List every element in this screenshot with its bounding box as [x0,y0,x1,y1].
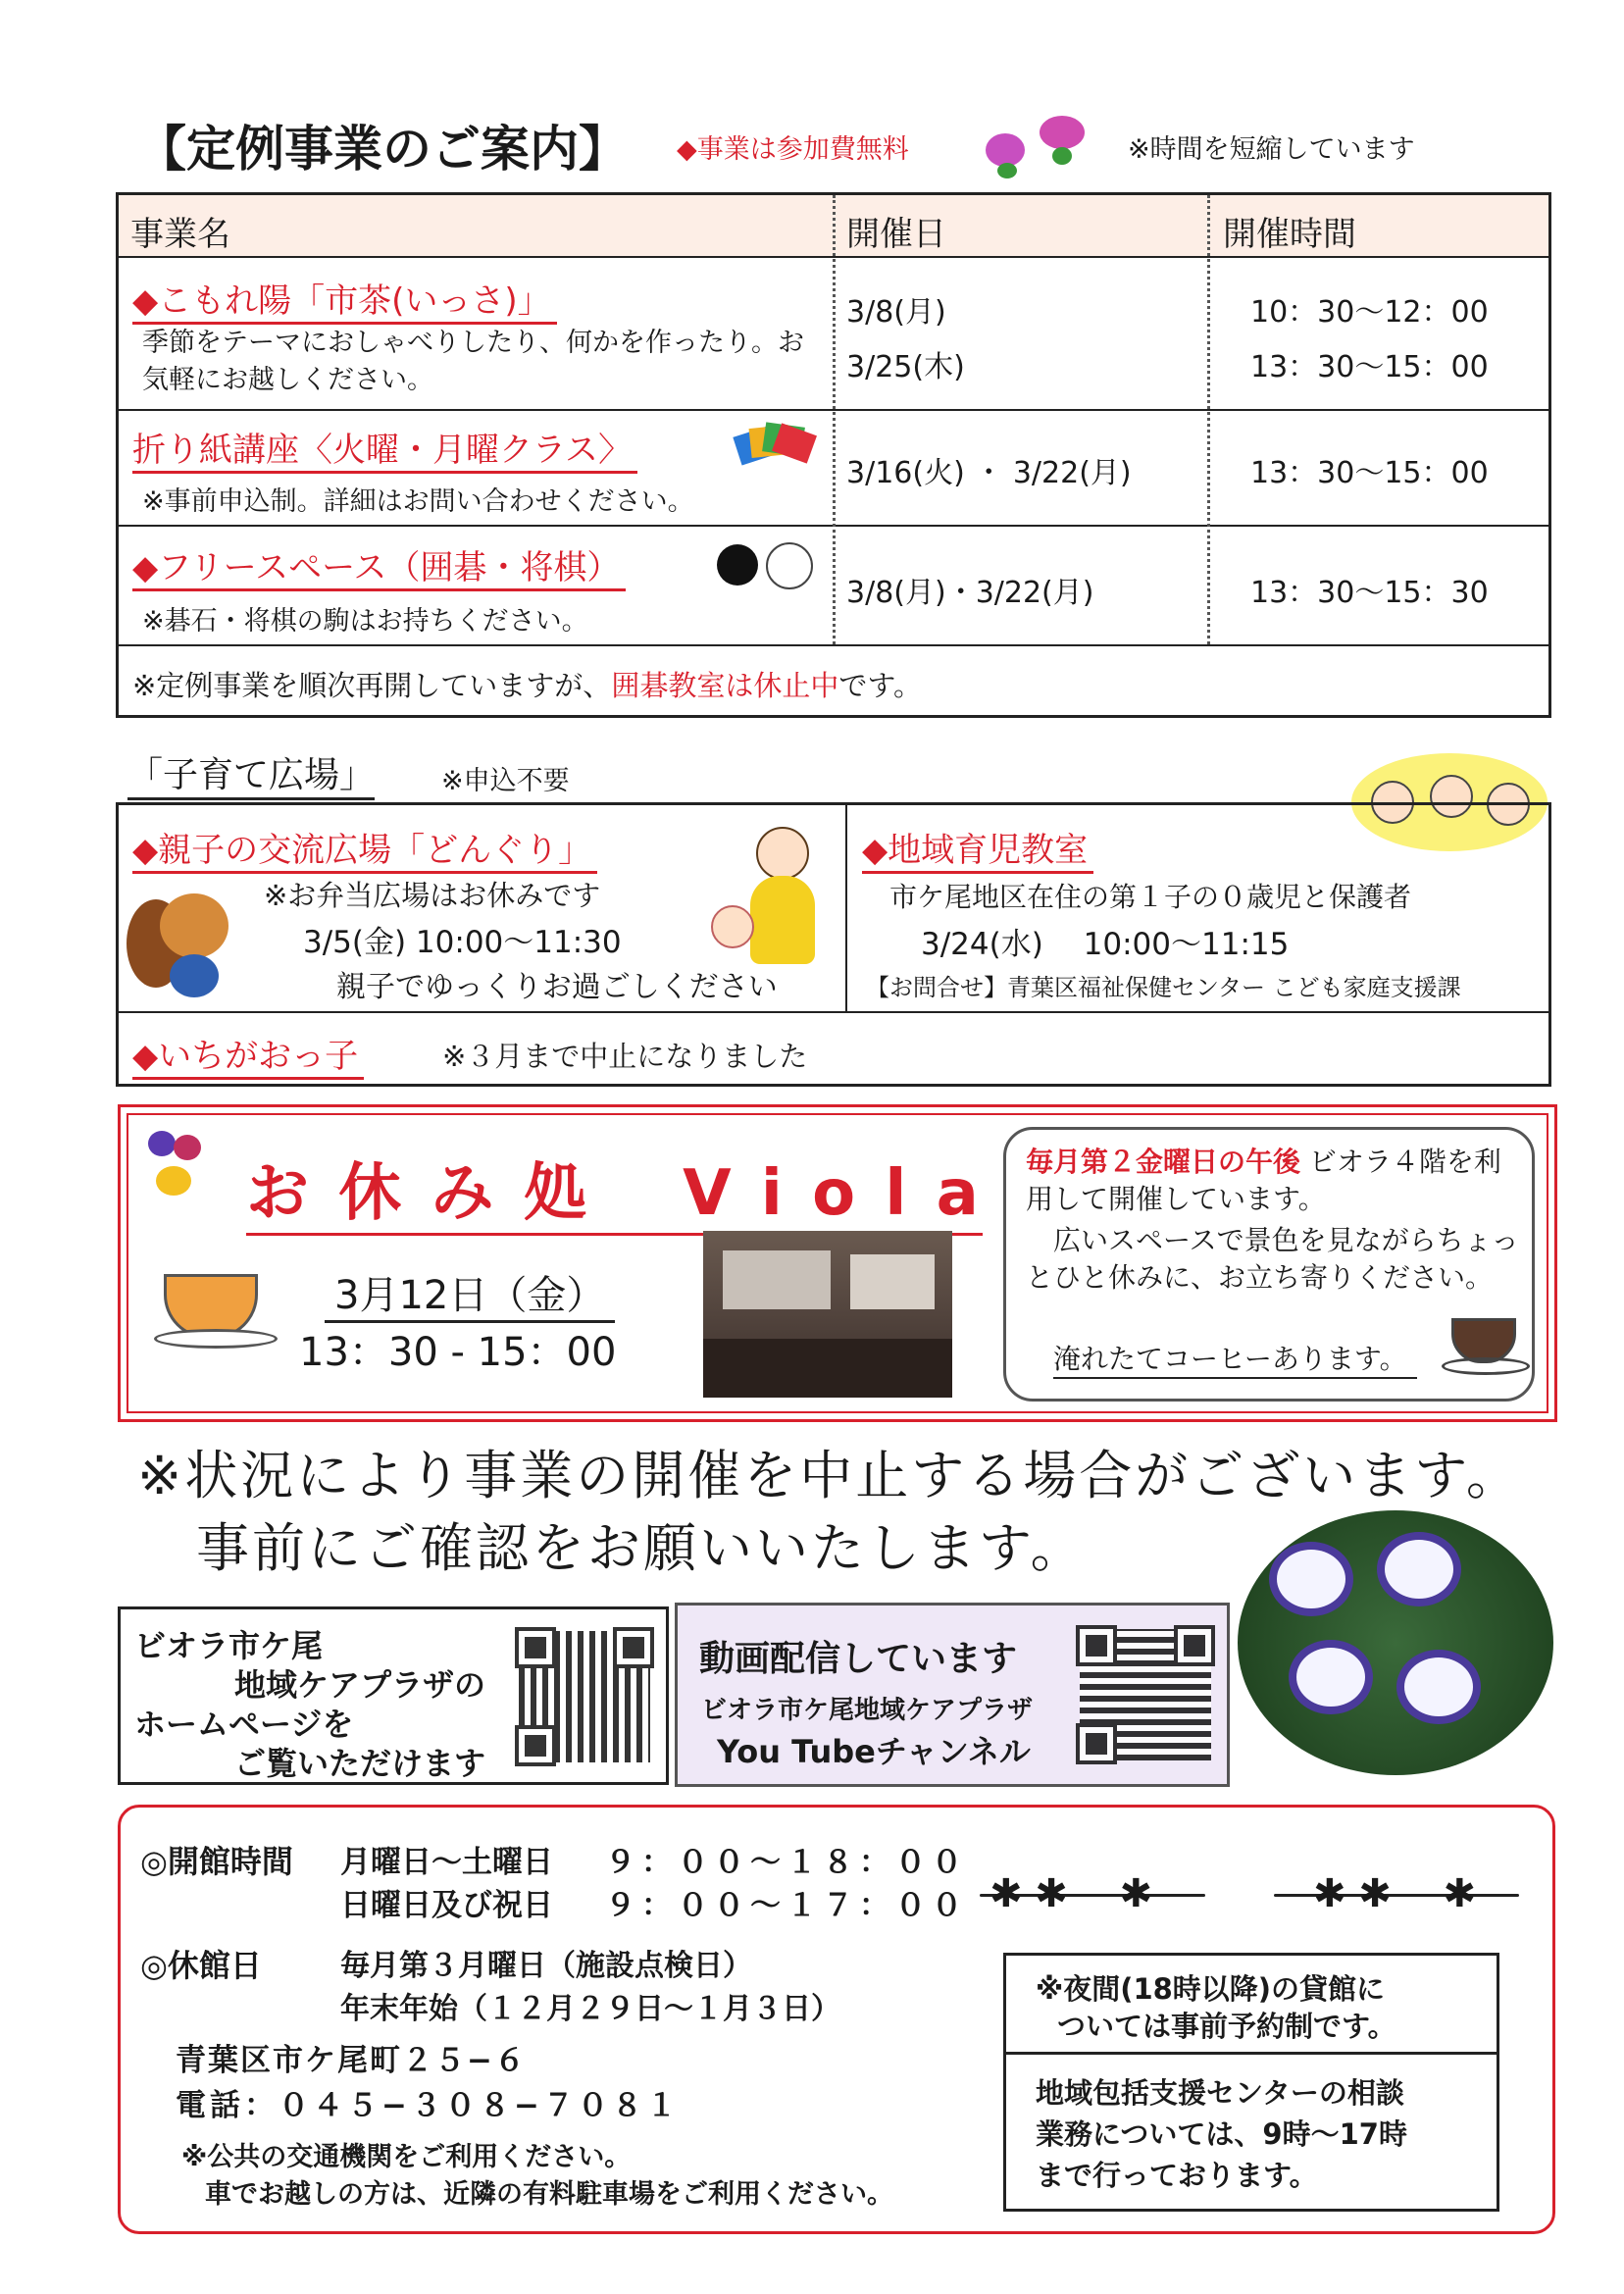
open-hours-label: ◎開館時間 [140,1843,293,1880]
viola-info-1: 毎月第２金曜日の午後 ビオラ４階を利用して開催しています。 [1026,1146,1501,1215]
transit-note-2: 車でお越しの方は、近隣の有料駐車場をご利用ください。 [205,2179,893,2210]
event-name-komorebi: ◆こもれ陽「市茶(いっさ)」 [132,274,557,325]
notice-line-2: 事前にご確認をお願いいたします。 [196,1517,1087,1579]
donguri-line1: ※お弁当広場はお休みです [264,879,601,912]
youtube-qr-code[interactable] [1080,1629,1211,1760]
youtube-line-3: You Tubeチャンネル [717,1733,1031,1770]
night-rental-1: ※夜間(18時以降)の貸館に [1036,1972,1386,2006]
center-note-1: 地域包括支援センターの相談 [1036,2076,1404,2110]
ichiga-title: ◆いちがおっ子 [132,1029,364,1080]
time-origami: 13：30〜15：00 [1250,456,1489,490]
flower-icon [986,116,1093,184]
event-name-freespace: ◆フリースペース（囲碁・将棋） [132,540,626,591]
date-komorebi-2: 3/25(木) [846,350,965,384]
homepage-line-3: ホームページを [134,1706,354,1743]
coffee-cup-icon [1442,1310,1526,1379]
donguri-line2: 3/5(金) 10:00〜11:30 [303,925,622,960]
address: 青葉区市ケ尾町２５−６ [176,2043,527,2078]
origami-paper-icon [736,421,815,466]
closed-days-label: ◎休館日 [140,1947,262,1984]
chiiki-title: ◆地域育児教室 [862,823,1093,874]
open-hours-2-time: ９：００〜１７：００ [605,1888,968,1923]
open-hours-1-time: ９：００〜１８：００ [605,1845,968,1880]
event-desc-freespace: ※碁石・将棋の駒はお持ちください。 [142,606,588,637]
center-note-3: まで行っております。 [1036,2159,1318,2192]
viola-date: 3月12日（金） [325,1264,615,1323]
col-event-header: 事業名 [130,215,230,254]
donguri-title: ◆親子の交流広場「どんぐり」 [132,823,597,874]
youtube-box[interactable] [675,1603,1230,1787]
date-komorebi-1: 3/8(月) [846,295,946,330]
chiiki-line3: 【お問合せ】青葉区福祉保健センター こども家庭支援課 [866,974,1461,1001]
homepage-line-1: ビオラ市ケ尾 [134,1627,324,1664]
mother-child-icon [707,827,825,974]
time-note: ※時間を短縮しています [1128,134,1415,165]
closed-days-2: 年末年始（１２月２９日〜１月３日） [340,1992,840,2026]
table-footer-note: ※定例事業を順次再開していますが、囲碁教室は休止中です。 [132,669,923,702]
col-time-header: 開催時間 [1223,215,1356,254]
viola-info-box [1003,1127,1535,1402]
reservation-info-box [1003,1953,1499,2212]
time-komorebi-2: 13：30〜15：00 [1250,350,1489,384]
kosodate-note: ※申込不要 [441,766,570,796]
ichiga-note: ※３月まで中止になりました [442,1040,808,1073]
col-date-header: 開催日 [846,215,946,254]
tea-cup-icon [154,1245,272,1352]
notice-line-1: ※状況により事業の開催を中止する場合がございます。 [137,1445,1522,1506]
homepage-box[interactable] [118,1606,669,1785]
open-hours-2-days: 日曜日及び祝日 [340,1888,553,1923]
event-desc-komorebi: 季節をテーマにおしゃべりしたり、何かを作ったり。お気軽にお越しください。 [142,328,804,395]
free-note: ◆事業は参加費無料 [677,134,909,165]
viola-time: 13：30 - 15：00 [299,1330,617,1375]
squirrel-mascot-icon [127,886,244,1003]
viola-flower-icon [148,1131,207,1199]
events-table [116,192,1551,718]
viola-photo [703,1231,952,1398]
kosodate-title: 「子育て広場」 [127,747,375,800]
viola-flowers-photo [1238,1510,1553,1775]
donguri-line3: 親子でゆっくりお過ごしください [336,970,778,1004]
transit-note-1: ※公共の交通機関をご利用ください。 [181,2142,632,2172]
page-title: 【定例事業のご案内】 [137,121,628,178]
chiiki-line2: 3/24(水) 10:00〜11:15 [921,927,1290,962]
facility-info-box [118,1805,1555,2234]
go-stones-icon [717,540,815,589]
event-desc-origami: ※事前申込制。詳細はお問い合わせください。 [142,486,694,517]
youtube-line-2: ビオラ市ケ尾地域ケアプラザ [701,1696,1034,1725]
youtube-line-1: 動画配信しています [699,1639,1018,1679]
time-komorebi-1: 10：30〜12：00 [1250,295,1489,330]
viola-info-3: 淹れたてコーヒーあります。 [1053,1338,1417,1379]
homepage-line-2: 地域ケアプラザの [234,1666,486,1704]
kosodate-box [116,802,1551,1087]
homepage-qr-code[interactable] [519,1631,650,1762]
date-origami: 3/16(火) ・ 3/22(月) [846,456,1132,490]
open-hours-1-days: 月曜日〜土曜日 [340,1845,553,1880]
viola-info-2: 広いスペースで景色を見ながらちょっとひと休みに、お立ち寄りください。 [1026,1224,1519,1294]
date-freespace: 3/8(月)・3/22(月) [846,576,1094,610]
event-name-origami: 折り紙講座〈火曜・月曜クラス〉 [132,423,637,474]
night-rental-2: ついては事前予約制です。 [1057,2010,1396,2043]
chiiki-line1: 市ケ尾地区在住の第１子の０歳児と保護者 [889,881,1412,913]
decorative-vine-icon: ✱ ✱ ✱ ✱ ✱ ✱ [980,1868,1523,1927]
phone: 電話：０４５−３０８−７０８１ [176,2088,681,2123]
time-freespace: 13：30〜15：30 [1250,576,1489,610]
closed-days-1: 毎月第３月曜日（施設点検日） [340,1949,752,1983]
viola-title: お 休 み 処 V i o l a [246,1143,983,1236]
center-note-2: 業務については、9時〜17時 [1036,2117,1407,2151]
viola-box [118,1104,1557,1422]
homepage-line-4: ご覧いただけます [234,1745,486,1782]
